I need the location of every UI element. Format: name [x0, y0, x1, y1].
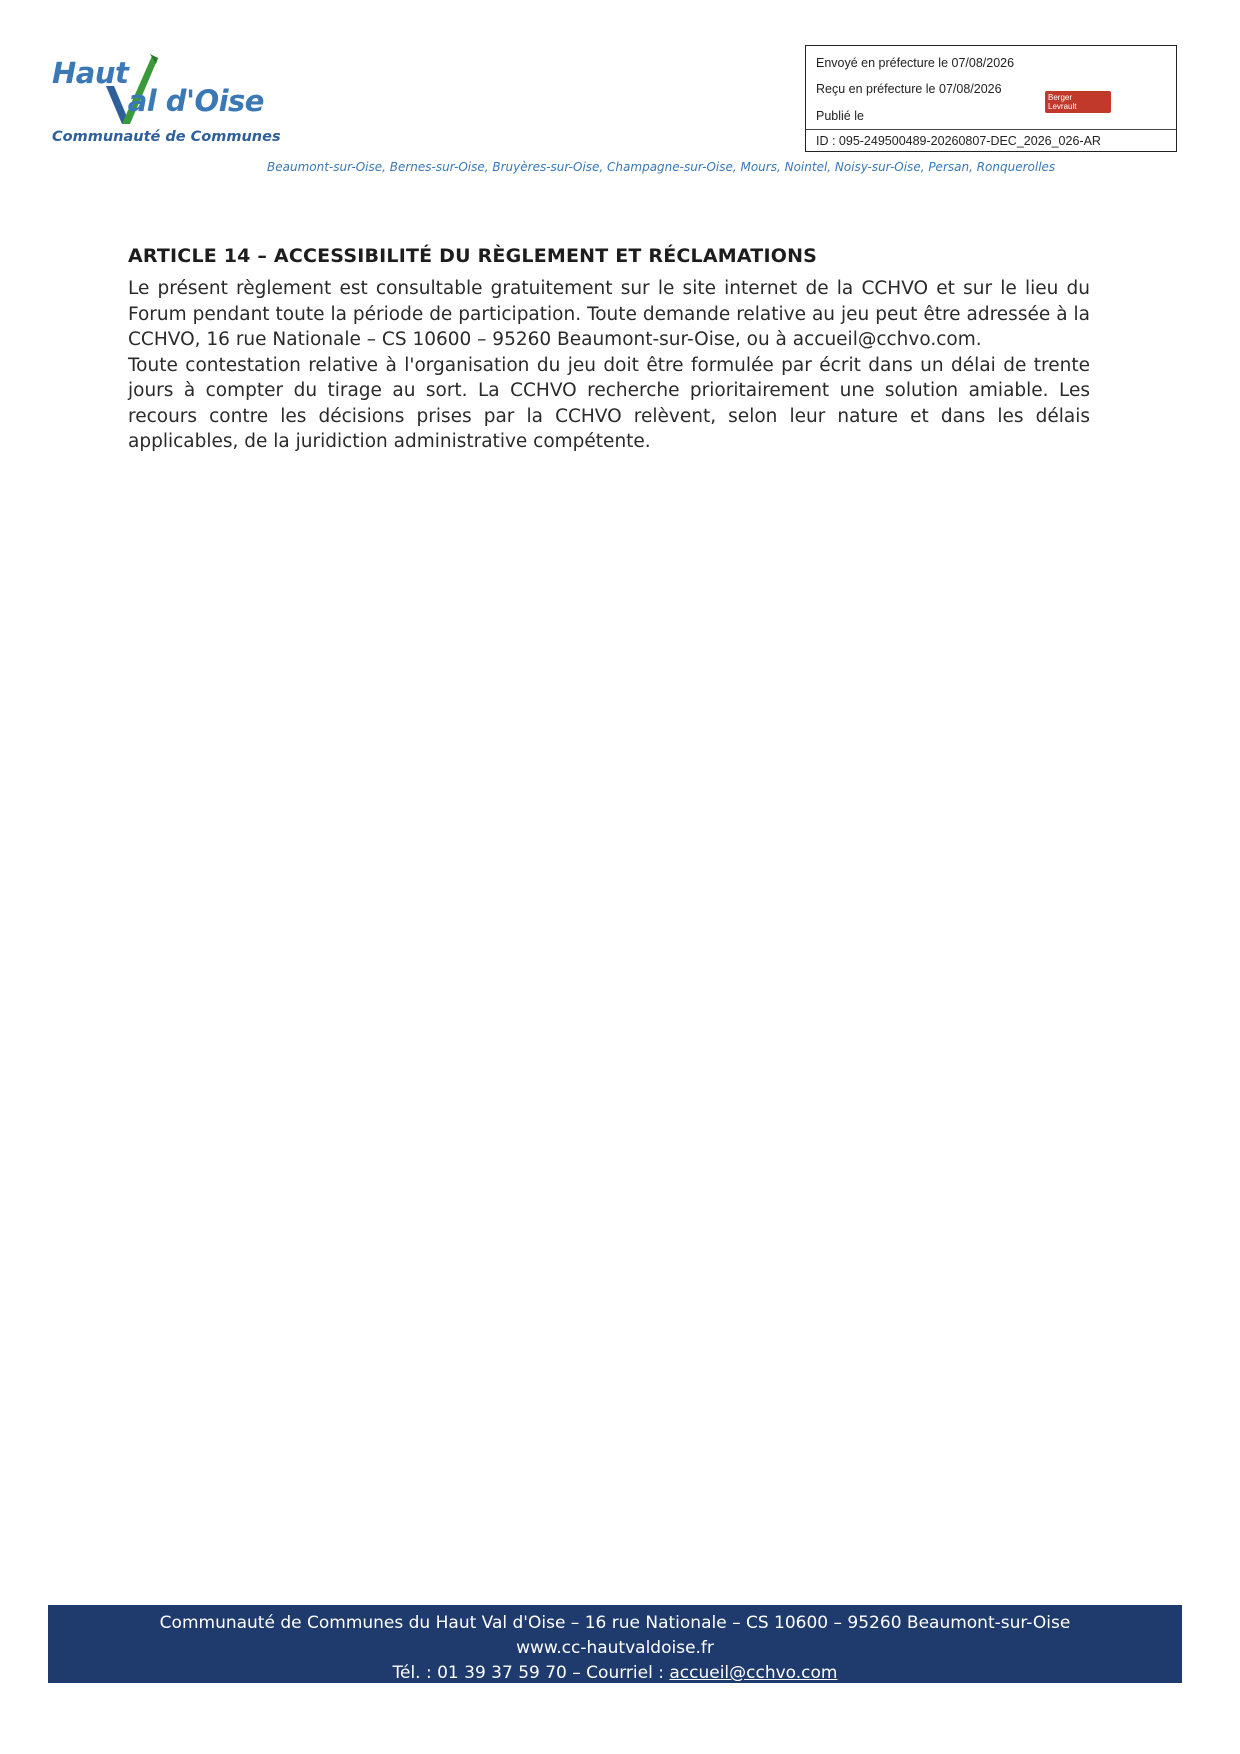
berger-levrault-logo-icon: Berger Levrault — [1045, 91, 1111, 113]
footer-phone: Tél. : 01 39 37 59 70 – Courriel : — [392, 1663, 670, 1683]
logo-text-haut: Haut — [52, 56, 129, 90]
footer-contact — [48, 1661, 1182, 1686]
stamp-id: ID : 095-249500489-20260807-DEC_2026_026-AR — [816, 134, 1101, 148]
stamp-divider — [806, 129, 1176, 130]
stamp-sent-date: Envoyé en préfecture le 07/08/2026 — [816, 56, 1015, 70]
logo-text-val-doise: al d'Oise — [127, 84, 264, 118]
footer-email: accueil@cchvo.com — [669, 1663, 838, 1683]
member-communes-list: Beaumont-sur-Oise, Bernes-sur-Oise, Bruyères-sur-Oise, Champagne-sur-Oise, Mours, Nointel, Noisy-sur-Oise, Persan, Ronquerolles — [267, 160, 1056, 174]
footer-website: www.cc-hautvaldoise.fr — [516, 1638, 714, 1658]
footer-banner — [48, 1605, 1182, 1683]
logo-subtitle: Communauté de Communes — [52, 129, 281, 145]
stamp-published: Publié le — [816, 109, 864, 123]
article-paragraph: Toute contestation relative à l'organisation du jeu doit être formulée par écrit dans un délai de trente jours à compter du tirage au sort. La CCHVO recherche prioritairement une solution amiable. Les recours contre les décisions prises par la CCHVO relèvent, selon leur nature et dans les délais applicables, de la juridiction administrative compétente. — [128, 354, 1090, 452]
article-body — [128, 276, 1090, 455]
article-title: ARTICLE 14 – ACCESSIBILITÉ DU RÈGLEMENT ET RÉCLAMATIONS — [128, 245, 818, 267]
article-paragraph: Le présent règlement est consultable gratuitement sur le site internet de la CCHVO et sur le lieu du Forum pendant toute la période de participation. Toute demande relative au jeu peut être adressée à la CCHVO, 16 rue Nationale – CS 10600 – 95260 Beaumont-sur-Oise, ou à accueil@cchvo.com. — [128, 278, 1090, 350]
footer-address: Communauté de Communes du Haut Val d'Oise – 16 rue Nationale – CS 10600 – 95260 Beaumont-sur-Oise — [159, 1613, 1071, 1633]
stamp-received-date: Reçu en préfecture le 07/08/2026 — [816, 82, 1002, 96]
organization-logo — [52, 52, 282, 152]
prefecture-stamp — [805, 45, 1177, 152]
